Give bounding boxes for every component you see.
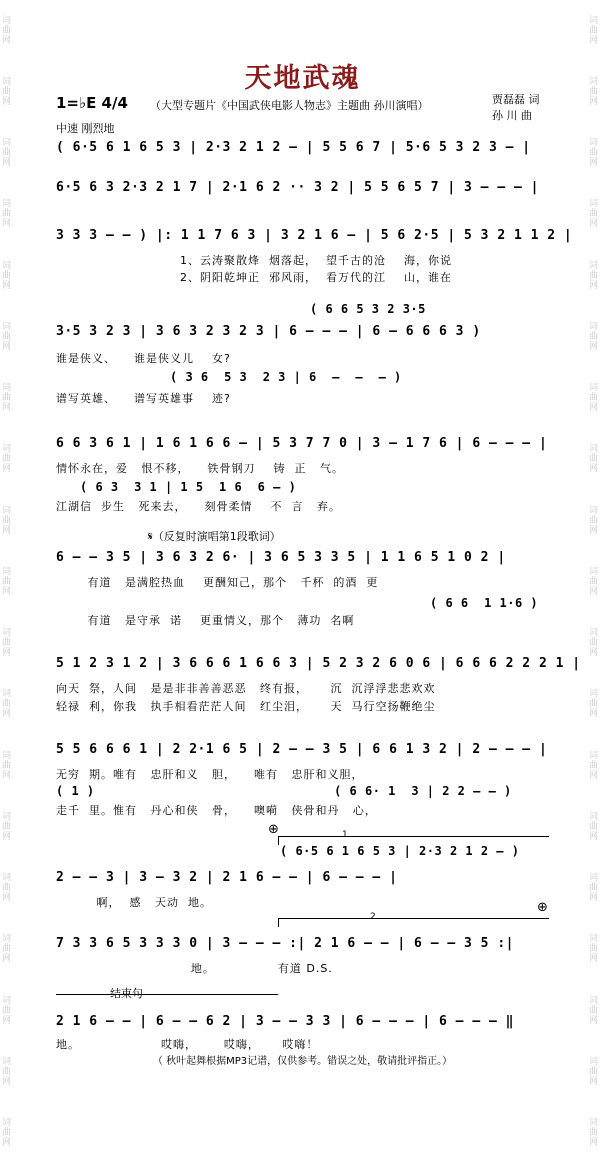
ending-bracket-line	[56, 994, 278, 995]
watermark-text: 词曲网	[2, 811, 12, 842]
composer: 孙 川 曲	[492, 109, 532, 122]
volta-number: 1	[342, 830, 348, 840]
volta-number: 2	[370, 912, 376, 922]
watermark-text: 词曲网	[589, 811, 599, 842]
watermark-text: 词曲网	[589, 383, 599, 414]
watermark-text: 词曲网	[2, 750, 12, 781]
lyric-line: 有道 是满腔热血 更酬知己，那个 千杯 的酒 更	[56, 576, 379, 589]
watermark-left	[2, 0, 16, 1164]
lyric-line: 无穷 期。唯有 忠肝和义 胆， 唯有 忠肝和义胆，	[56, 768, 364, 781]
notation-line: ( 1 ) ( 6 6· 1 3 | 2 2 – – )	[56, 784, 512, 798]
lyric-line: 谁是侠义、 谁是侠义儿 女?	[56, 352, 231, 365]
watermark-text: 词曲网	[589, 505, 599, 536]
lyric-line: 轻禄 利，你我 执手相看茫茫人间 红尘泪， 天 马行空扬鞭绝尘	[56, 700, 436, 713]
watermark-text: 词曲网	[2, 321, 12, 352]
watermark-right	[589, 0, 603, 1164]
key-signature: 1=♭E 4/4	[56, 94, 128, 112]
watermark-text: 词曲网	[589, 689, 599, 720]
watermark-text: 词曲网	[589, 873, 599, 904]
footer-note: （ 秋叶起舞根据MP3记谱，仅供参考。错误之处，敬请批评指正。）	[152, 1056, 453, 1067]
watermark-text: 词曲网	[589, 321, 599, 352]
notation-line: 6 – – 3 5 | 3 6 3 2 6· | 3 6 5 3 3 5 | 1 1 6 5 1 0 2 |	[56, 550, 506, 565]
lyric-line: 地。 有道 D.S.	[56, 962, 333, 975]
watermark-text: 词曲网	[2, 76, 12, 107]
notation-line: 3·5 3 2 3 | 3 6 3 2 3 2 3 | 6 – – – | 6 – 6 6 6 3 )	[56, 324, 481, 339]
coda-icon: ⊕	[268, 822, 279, 837]
watermark-text: 词曲网	[2, 505, 12, 536]
notation-line: ( 6·5 6 1 6 5 3 | 2·3 2 1 2 – )	[280, 844, 520, 858]
watermark-text: 词曲网	[2, 1056, 12, 1087]
notation-line: ( 6·5 6 1 6 5 3 | 2·3 2 1 2 – | 5 5 6 7 | 5·6 5 3 2 3 – |	[56, 140, 531, 155]
watermark-text: 词曲网	[2, 934, 12, 965]
lyric-line: 情怀永在，爱 恨不移， 铁骨钢刀 铸 正 气。	[56, 462, 344, 475]
subtitle: （大型专题片《中国武侠电影人物志》主题曲 孙川演唱）	[150, 99, 429, 112]
watermark-text: 词曲网	[2, 383, 12, 414]
watermark-text: 词曲网	[2, 995, 12, 1026]
volta-bracket	[278, 918, 549, 927]
lyric-line: 地。 哎嗨， 哎嗨， 哎嗨！	[56, 1038, 319, 1051]
watermark-text: 词曲网	[2, 566, 12, 597]
watermark-text: 词曲网	[2, 873, 12, 904]
notation-line: 6·5 6 3 2·3 2 1 7 | 2·1 6 2 ·· 3 2 | 5 5 6 5 7 | 3 – – – |	[56, 180, 539, 195]
watermark-text: 词曲网	[589, 995, 599, 1026]
lyric-line: 向天 祭，人间 是是非非善善恶恶 终有报， 沉 沉浮浮悲悲欢欢	[56, 682, 436, 695]
lyricist: 贾磊磊 词	[492, 93, 540, 106]
watermark-text: 词曲网	[2, 1118, 12, 1149]
watermark-text: 词曲网	[589, 138, 599, 169]
score-page	[40, 0, 581, 1164]
ending-label: 结束句	[110, 987, 143, 1000]
notation-line: ( 3 6 5 3 2 3 | 6 – – – )	[170, 370, 402, 384]
watermark-text: 词曲网	[589, 750, 599, 781]
watermark-text: 词曲网	[2, 689, 12, 720]
song-title: 天地武魂	[244, 63, 361, 94]
watermark-text: 词曲网	[2, 138, 12, 169]
notation-line: ( 6 3 3 1 | 1 5 1 6 6 – )	[80, 480, 297, 494]
watermark-text: 词曲网	[589, 15, 599, 46]
watermark-text: 词曲网	[589, 444, 599, 475]
lyric-line: 走千 里。惟有 丹心和侠 骨， 噢嗬 侠骨和丹 心，	[56, 804, 377, 817]
coda-icon: ⊕	[537, 900, 548, 915]
watermark-text: 词曲网	[589, 934, 599, 965]
notation-line: 2 1 6 – – | 6 – – 6 2 | 3 – – 3 3 | 6 – – – | 6 – – – ‖	[56, 1014, 514, 1029]
lyric-line: 江湖信 步生 死来去， 刻骨柔情 不 言 弃。	[56, 500, 341, 513]
watermark-text: 词曲网	[2, 260, 12, 291]
notation-line: 2 – – 3 | 3 – 3 2 | 2 1 6 – – | 6 – – – |	[56, 870, 398, 885]
segno-note	[148, 528, 281, 544]
watermark-text: 词曲网	[2, 444, 12, 475]
lyric-line: 有道 是守承 诺 更重情义，那个 薄功 名啊	[56, 614, 355, 627]
watermark-text: 词曲网	[589, 628, 599, 659]
notation-line: ( 6 6 1 1·6 )	[430, 596, 539, 610]
watermark-text: 词曲网	[589, 1118, 599, 1149]
segno-note-text: （反复时演唱第1段歌词）	[152, 530, 281, 543]
watermark-text: 词曲网	[2, 628, 12, 659]
notation-line: 5 1 2 3 1 2 | 3 6 6 6 1 6 6 3 | 5 2 3 2 6 0 6 | 6 6 6 2 2 2 1 |	[56, 656, 581, 671]
watermark-text: 词曲网	[589, 1056, 599, 1087]
watermark-text: 词曲网	[2, 15, 12, 46]
watermark-text: 词曲网	[2, 199, 12, 230]
tempo-marking: 中速 刚烈地	[56, 122, 115, 135]
segno-icon: 𝄋	[148, 530, 153, 543]
lyric-line: 1、云涛聚散烽 烟落起， 望千古的沧 海，你说	[180, 254, 452, 267]
watermark-text: 词曲网	[589, 199, 599, 230]
watermark-text: 词曲网	[589, 566, 599, 597]
notation-line: 7 3 3 6 5 3 3 3 0 | 3 – – – :| 2 1 6 – – | 6 – – 3 5 :|	[56, 936, 514, 951]
watermark-text: 词曲网	[589, 76, 599, 107]
notation-line: 3 3 3 – – ) |: 1 1 7 6 3 | 3 2 1 6 – | 5 6 2·5 | 5 3 2 1 1 2 |	[56, 228, 573, 243]
notation-line: 6 6 3 6 1 | 1 6 1 6 6 – | 5 3 7 7 0 | 3 – 1 7 6 | 6 – – – |	[56, 436, 548, 451]
lyric-line: 2、阴阳乾坤正 邪风雨， 看万代的江 山，谁在	[180, 271, 452, 284]
watermark-text: 词曲网	[589, 260, 599, 291]
notation-line: ( 6 6 5 3 2 3·5	[310, 302, 426, 316]
lyric-line: 啊， 感 天动 地。	[56, 896, 212, 909]
credits	[492, 92, 540, 124]
lyric-line: 谱写英雄、 谱写英雄事 迹?	[56, 392, 231, 405]
notation-line: 5 5 6 6 6 1 | 2 2·1 6 5 | 2 – – 3 5 | 6 6 1 3 2 | 2 – – – |	[56, 742, 548, 757]
